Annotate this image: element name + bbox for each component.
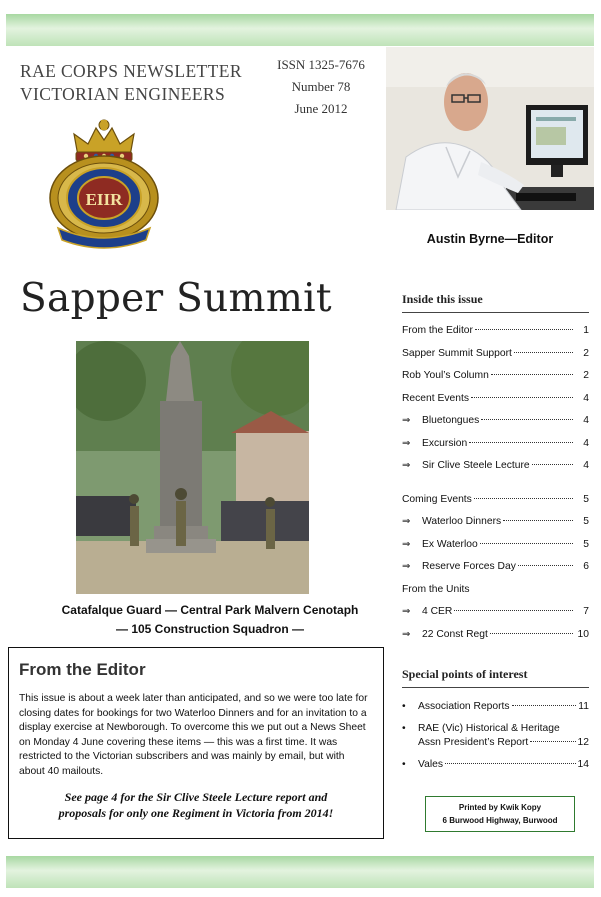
toc-item-page: 4 [583,460,589,471]
leader-dots [481,418,573,420]
toc-item-title: Rob Youl’s Column [402,370,489,381]
cenotaph-photo [76,341,309,594]
toc-item-title: From the Units [402,583,470,595]
toc-item[interactable] [402,584,589,607]
toc-item-page: 10 [577,628,589,640]
special-points-panel [402,667,589,780]
toc-item-title: 22 Const Regt [422,628,488,640]
editor-caption: Austin Byrne—Editor [426,232,554,246]
photo-caption-line1: Catafalque Guard — Central Park Malvern Cenotaph [61,603,359,617]
leader-dots [454,609,573,611]
newsletter-title-line1: RAE CORPS NEWSLETTER [20,61,242,81]
toc-item-title: Coming Events [402,493,472,505]
from-the-editor-body: This issue is about a week later than anticipated, and so we were too late for closing dates for bookings for two Waterloo Dinners and for an invitation to a display exercise at Newborough. To overcome this we put out a News Sheet on Monday 4 June covering these items — this was a first time. It was restricted to the Victorian subscribers and was mainly by email, but with about 40 mailouts. [19,693,368,777]
newsletter-title [20,60,242,106]
toc-item-page: 5 [583,538,589,550]
arrow-icon: ⇒ [402,606,411,617]
toc-item-title: Sapper Summit Support [402,347,512,359]
toc-item-title: Waterloo Dinners [422,516,502,527]
special-point-title: Vales [418,759,443,770]
issue-date: June 2012 [294,101,348,116]
toc-item-page: 2 [583,347,589,359]
arrow-icon: ⇒ [402,415,411,426]
toc-item[interactable] [402,348,589,371]
toc-item-title: Excursion [422,437,468,449]
badge-monogram: EIIR [85,190,123,209]
toc-item-page: 6 [583,561,589,572]
leader-dots [532,463,573,465]
bullet-icon: • [402,759,406,770]
toc-item-title: Ex Waterloo [422,538,478,550]
toc-item-page: 5 [583,493,589,505]
photo-caption [20,601,400,639]
toc-item-title: Recent Events [402,392,469,404]
leader-dots [474,497,573,499]
leader-dots [445,762,576,764]
special-point-item[interactable] [402,758,589,772]
leader-dots [530,740,575,742]
arrow-icon: ⇒ [402,561,411,572]
issn: ISSN 1325-7676 [277,57,365,72]
royal-engineers-badge-icon [44,118,164,250]
toc-item[interactable] [402,415,589,438]
toc-item[interactable] [402,460,589,483]
special-point-item[interactable] [402,700,589,714]
toc-item[interactable] [402,539,589,562]
toc-list [402,325,589,651]
toc-item-title: Reserve Forces Day [422,561,516,572]
toc-item-page: 2 [583,370,589,381]
toc-item-title: Bluetongues [422,415,480,426]
editor-photo [386,47,594,210]
toc-panel [402,292,589,651]
bullet-icon: • [402,701,406,712]
printed-by-line2: 6 Burwood Highway, Burwood [442,816,558,825]
special-points-list [402,700,589,772]
issue-info [262,54,380,120]
toc-item-page: 5 [583,516,589,527]
toc-item-page: 1 [583,325,589,336]
top-decorative-band [6,14,594,46]
special-point-page: 12 [577,737,589,748]
toc-item-title: 4 CER [422,606,453,617]
arrow-icon: ⇒ [402,628,411,640]
toc-item[interactable] [402,494,589,517]
toc-item[interactable] [402,629,589,652]
headline: Sapper Summit [20,276,332,321]
bullet-icon: • [402,723,406,734]
editor-note [19,789,373,821]
arrow-icon: ⇒ [402,516,411,527]
leader-dots [490,632,573,634]
arrow-icon: ⇒ [402,538,411,550]
printed-by-box [425,796,575,832]
toc-item-page: 7 [583,606,589,617]
special-point-title-line2: Assn President’s Report [418,737,529,748]
special-points-heading: Special points of interest [402,667,589,688]
leader-dots [469,441,573,443]
toc-heading: Inside this issue [402,292,589,313]
toc-item-page: 4 [583,437,589,449]
leader-dots [491,373,573,375]
special-point-title-line1: RAE (Vic) Historical & Heritage [418,723,560,734]
special-point-item[interactable] [402,722,589,750]
toc-item[interactable] [402,606,589,629]
bottom-decorative-band [6,856,594,888]
arrow-icon: ⇒ [402,437,411,449]
from-the-editor-heading: From the Editor [19,660,146,679]
leader-dots [480,542,573,544]
special-point-page: 14 [577,759,589,770]
printed-by-line1: Printed by Kwik Kopy [458,803,542,812]
toc-item[interactable] [402,438,589,461]
newsletter-title-line2: VICTORIAN ENGINEERS [20,84,226,104]
editor-note-line2: proposals for only one Regiment in Victoria from 2014! [58,806,334,820]
toc-item-title: From the Editor [402,325,473,336]
toc-item-page: 4 [583,392,589,404]
photo-caption-line2: — 105 Construction Squadron — [115,622,304,636]
issue-number: Number 78 [291,79,351,94]
toc-item-page: 4 [583,415,589,426]
special-point-page: 11 [578,701,589,712]
toc-item[interactable] [402,561,589,584]
toc-item[interactable] [402,393,589,416]
leader-dots [475,328,573,330]
toc-item[interactable] [402,325,589,348]
special-point-title: Association Reports [418,701,510,712]
arrow-icon: ⇒ [402,460,411,471]
toc-item[interactable] [402,516,589,539]
leader-dots [503,519,573,521]
toc-item[interactable] [402,370,589,393]
leader-dots [514,351,573,353]
toc-item-title: Sir Clive Steele Lecture [422,460,530,471]
from-the-editor-box [8,647,384,839]
leader-dots [512,704,577,706]
toc-gap [402,483,589,494]
leader-dots [471,396,573,398]
editor-note-line1: See page 4 for the Sir Clive Steele Lecture report and [64,790,328,804]
leader-dots [518,564,573,566]
